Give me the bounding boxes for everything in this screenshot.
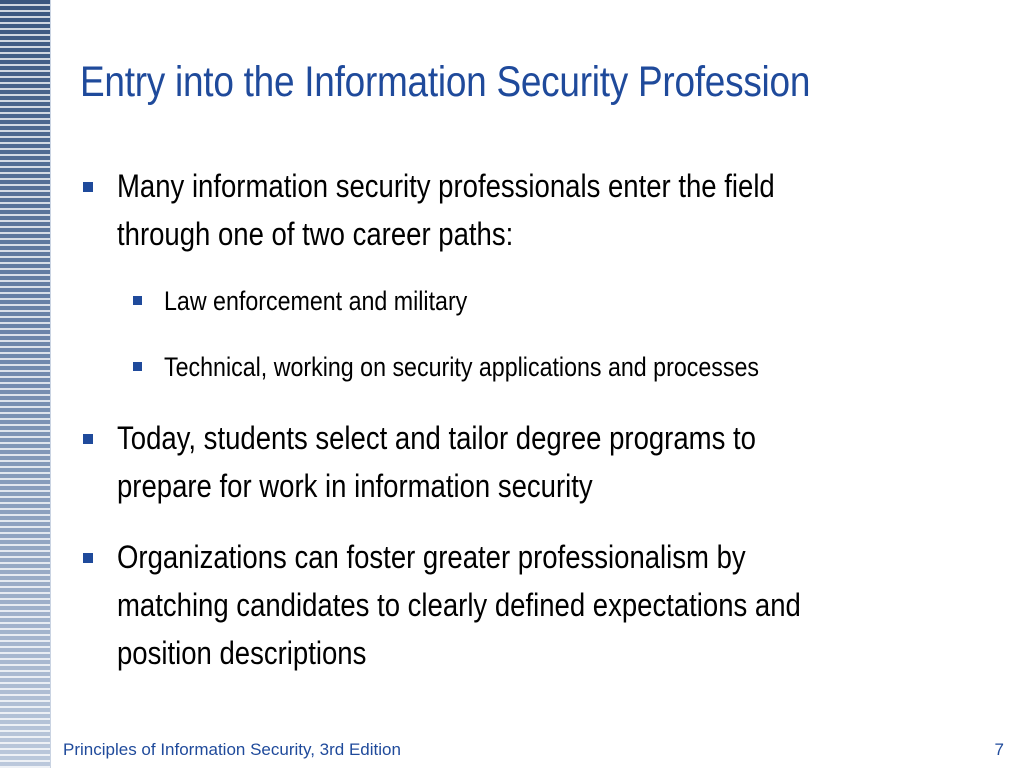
bullet-text-line: Many information security professionals enter the field xyxy=(117,168,775,204)
square-bullet-icon xyxy=(83,182,93,192)
slide-title: Entry into the Information Security Profession xyxy=(80,58,811,106)
square-bullet-icon xyxy=(83,434,93,444)
bullet-text-line: Organizations can foster greater professionalism by xyxy=(117,539,746,575)
bullet-text-line: Law enforcement and military xyxy=(164,286,468,316)
footer-book-title: Principles of Information Security, 3rd Edition xyxy=(63,740,401,759)
bullet-text-line: prepare for work in information security xyxy=(117,468,593,504)
bullet-text-line: Today, students select and tailor degree programs to xyxy=(117,420,756,456)
bullet-text-line: Technical, working on security applications and processes xyxy=(164,352,760,382)
bullet-text-line: through one of two career paths: xyxy=(117,216,514,252)
square-bullet-icon xyxy=(83,553,93,563)
bullet-text-line: matching candidates to clearly defined expectations and xyxy=(117,587,801,623)
square-bullet-icon xyxy=(133,362,142,371)
square-bullet-icon xyxy=(133,296,142,305)
footer-page-number: 7 xyxy=(994,740,1004,759)
bullet-text-line: position descriptions xyxy=(117,635,367,671)
